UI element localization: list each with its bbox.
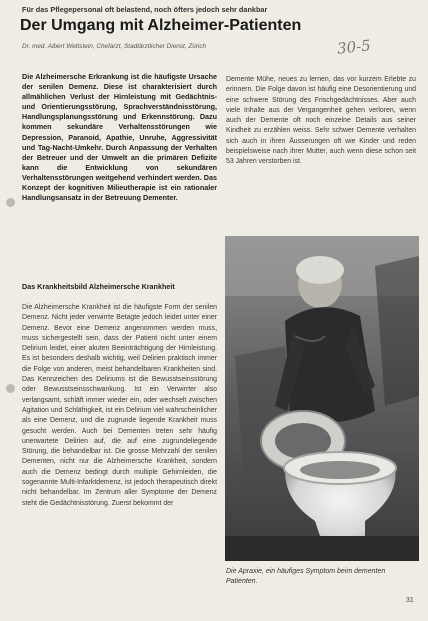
author-line: Dr. med. Albert Wettstein, Chefarzt, Stadtärztlicher Dienst, Zürich xyxy=(22,43,207,50)
right-column-top xyxy=(226,75,416,168)
binder-hole-bottom xyxy=(6,384,15,393)
body-paragraph: Die Alzheimersche Krankheit ist die häufigste Form der senilen Demenz. Nicht jeder verwirrte Betagte jedoch leidet unter einer Demenz. Bevor eine Demenz angenommen werden muss, muss sichergestellt sein, dass der Patient nicht unter einem Delirium leidet, einer akuten Beeinträchtigung der Hirnleistung. Es ist besonders deshalb wichtig, weil Delirien praktisch immer die Folge von anderen, meist behandelbaren Krankheiten sind. Das Kennzeichen des Deliriums ist die Bewusstseinsstörung oder Bewusstseinsschwankung. Ist ein Verwirrter also verlangsamt, schläft immer wieder ein, oder wechselt zwischen Agitation und Schläfrigkeit, ist ein Delirium viel wahrscheinlicher als eine Demenz, und die zugrunde liegende Krankheit muss gesucht werden. Auch bei Dementen treten sehr häufig unerwartete Delirien auf, die auf eine zugrundeliegende Störung, die behandelbar ist. Die grosse Mehrzahl der senilen Dementen, nicht nur die Alzheimersche Krankheit, sondern auch die Demenz bedingt durch multiple Gehirnleiden, die sogenannte Multi-Infarktdemenz, ist jedoch therapeutisch direkt nicht behandelbar. Im Zentrum aller Symptome der Demenz steht die Gedächtnisstörung. Zuerst bekommt der xyxy=(22,304,217,507)
right-paragraph: Demente Mühe, neues zu lernen, das vor kurzem Erlebte zu erinnern. Die Folge davon ist häufig eine Desorientierung und eine schwere Störung des Frischgedächtnisses. Aber auch viele Inhalte aus der Vergangenheit gehen verloren, wenn auch der Demente oft noch einzelne Details aus seiner Kindheit zu erzählen weiss. Sehr schwer Demente verhalten sich auch in ihren Äusserungen oft wie Kinder und reden beispielsweise nach ihrer Mutter, auch wenn diese schon seit 53 Jahren verstorben ist. xyxy=(226,76,416,166)
photo-caption: Die Apraxie, ein häufiges Symptom beim dementen Patienten. xyxy=(226,568,386,585)
section-heading: Das Krankheitsbild Alzheimersche Krankheit xyxy=(22,282,175,291)
lead-paragraph: Die Alzheimersche Erkrankung ist die häufigste Ursache der senilen Demenz. Diese ist charakterisiert durch allmählichen Verlust der Hirnleistung mit Gedächtnis- und Orientierungsstörung, Sprachverständnisstörung, Handlungsplanungsstörung und Erkennstörung. Dazu kommen sekundäre Verhaltensstörungen wie Depression, Paranoid, Apathie, Unruhe, Aggressivität und Tag-Nacht-Umkehr. Durch Anpassung der Verhalten der Betreuer und der Umwelt an die primären Defizite kann die Entwicklung von sekundären Verhaltensstörungen weitgehend verhindert werden. Das Konzept der kognitiven Milieutherapie ist ein rationaler Handlungsansatz in der Betreuung Dementer. xyxy=(22,72,217,203)
lead-column xyxy=(22,72,217,203)
photo-illustration xyxy=(225,236,419,561)
page-number: 31 xyxy=(406,597,414,604)
kicker: Für das Pflegepersonal oft belastend, noch öfters jedoch sehr dankbar xyxy=(22,5,268,14)
photo-apraxia xyxy=(225,236,419,561)
handwritten-note: 30-5 xyxy=(336,36,372,58)
binder-hole-top xyxy=(6,198,15,207)
article-title: Der Umgang mit Alzheimer-Patienten xyxy=(20,17,302,34)
body-column xyxy=(22,303,217,509)
